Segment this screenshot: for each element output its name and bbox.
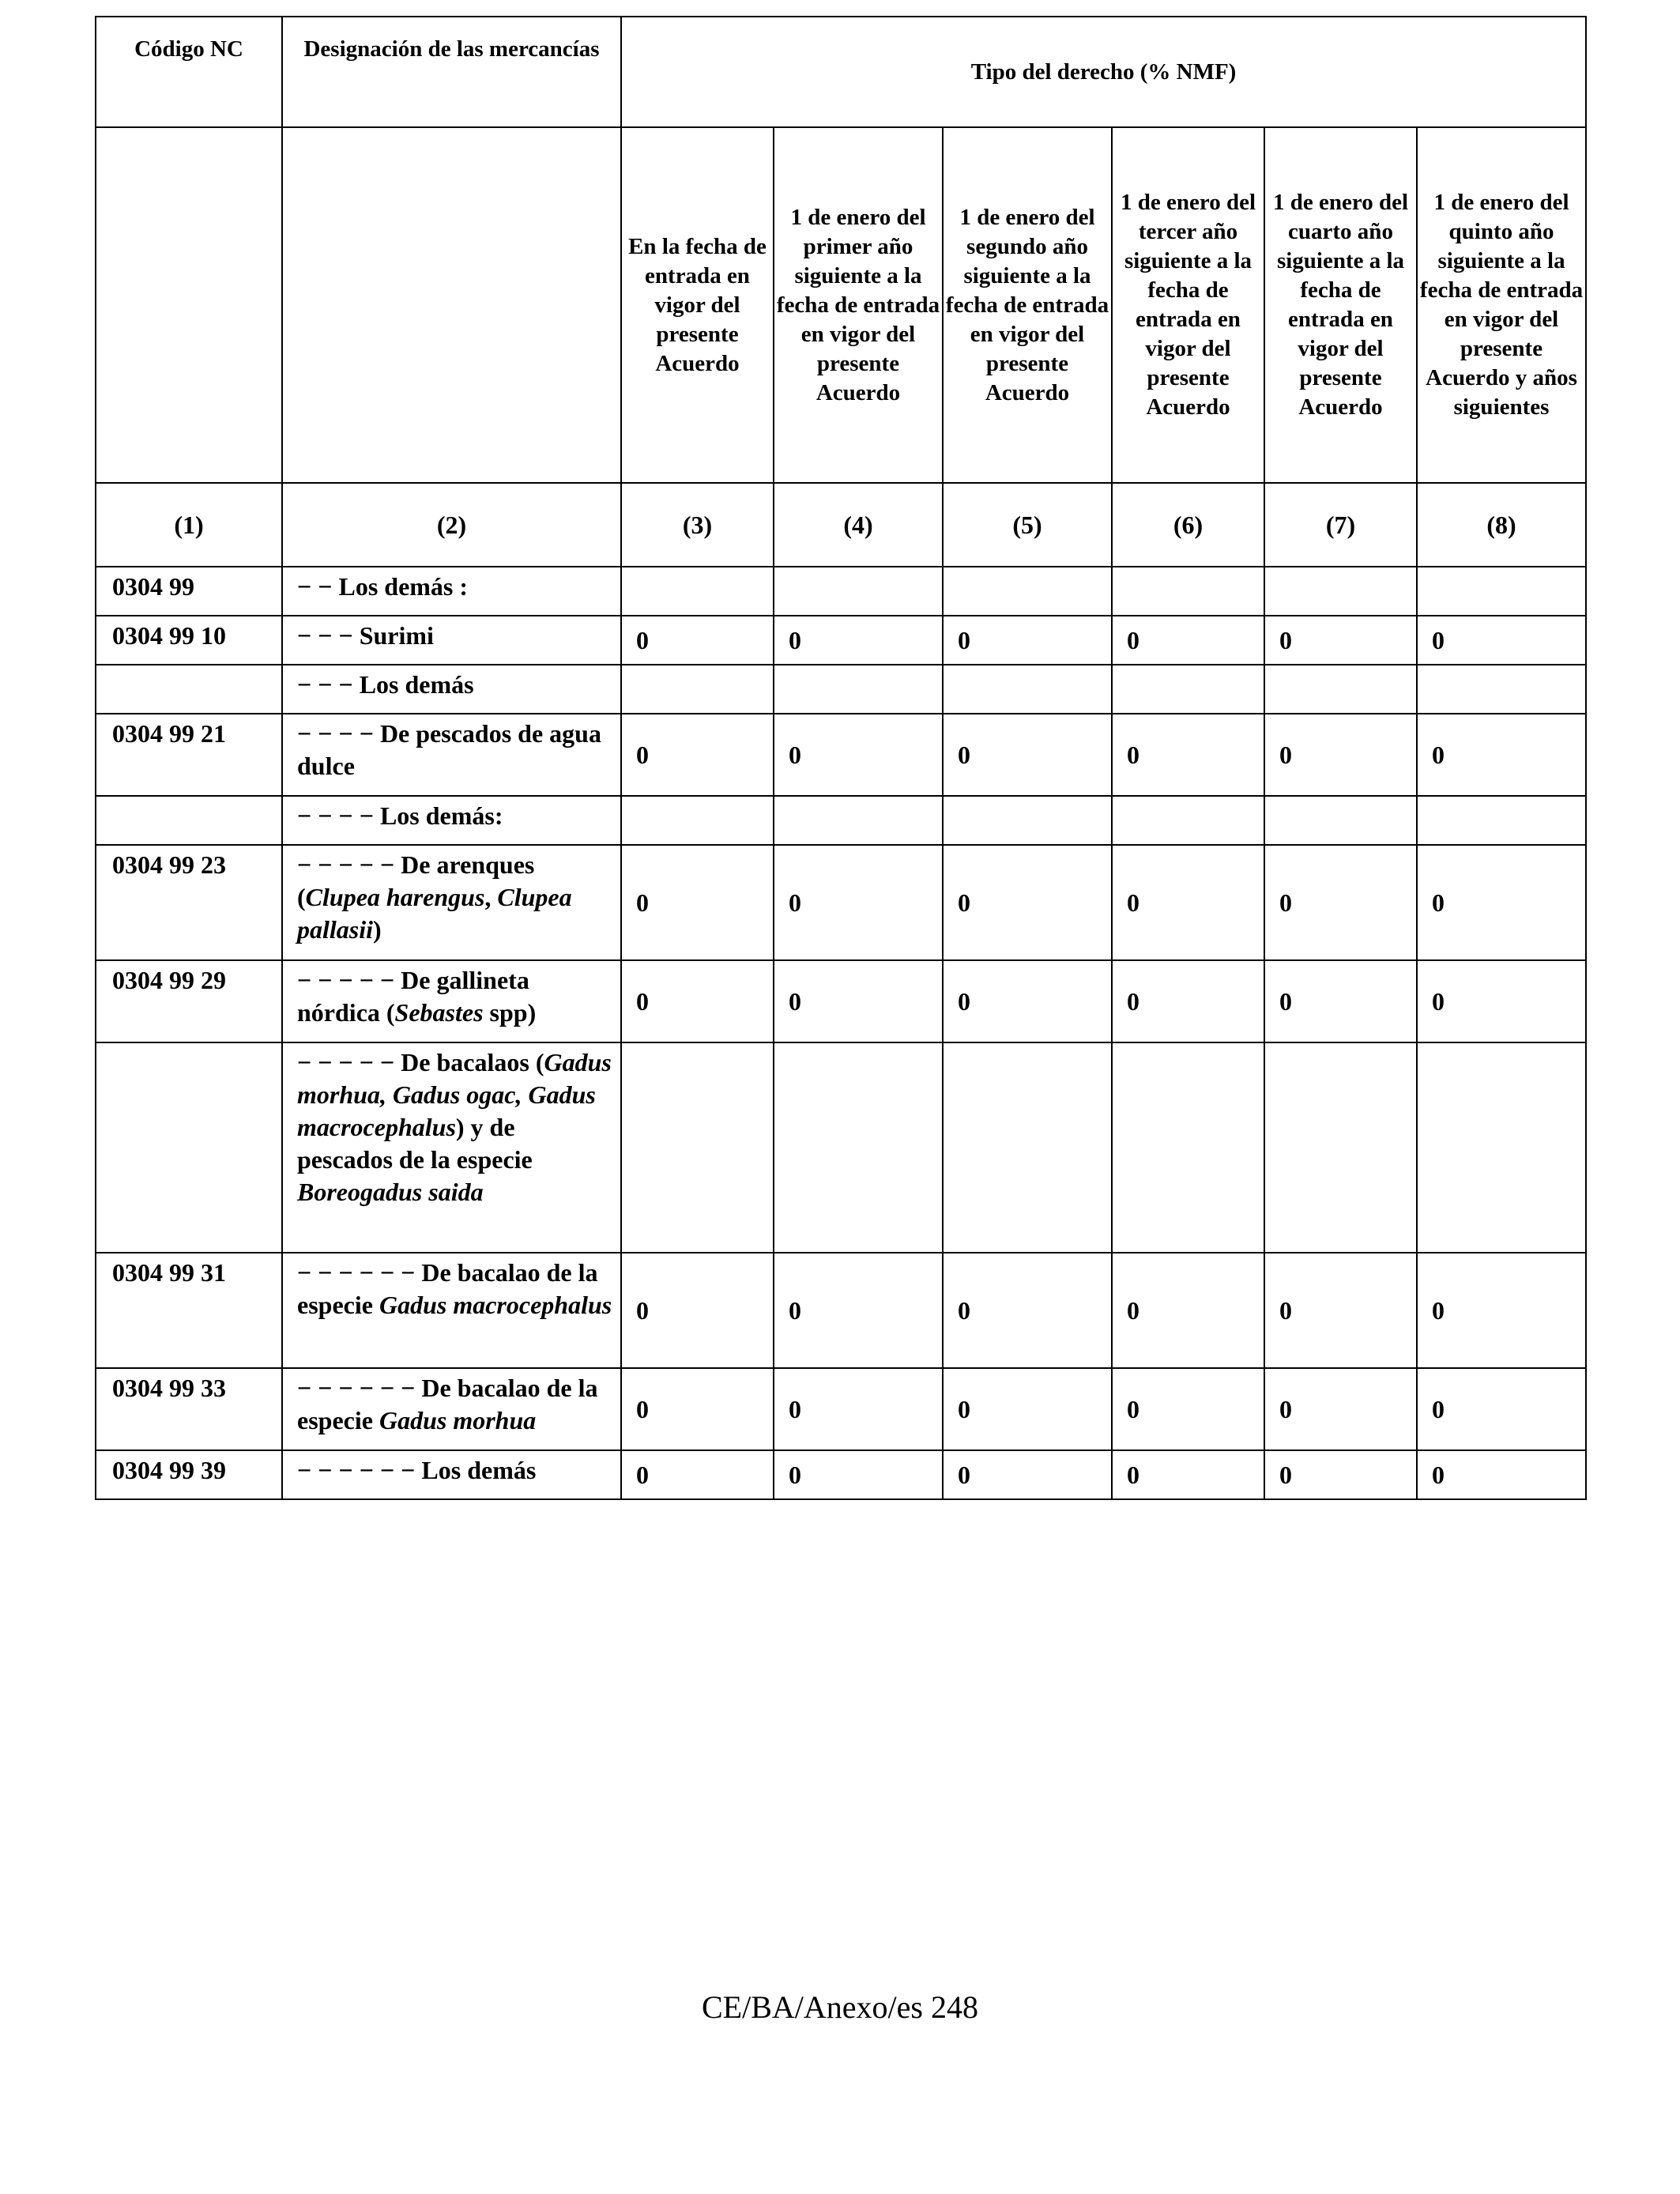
- designation-cell: [282, 567, 621, 616]
- table-row: [96, 796, 1586, 845]
- nc-code-cell: 0304 99 33: [96, 1368, 282, 1450]
- designation-text: spp): [483, 998, 537, 1027]
- designation-text: Boreogadus saida: [297, 1178, 484, 1206]
- column-number: (3): [621, 483, 774, 567]
- designation-text: Clupea harengus: [305, 883, 485, 911]
- duty-rate-cell: 0: [1264, 845, 1417, 960]
- designation-cell: [282, 665, 621, 714]
- designation-text: − − − − − − Los demás: [297, 1456, 537, 1484]
- table-row: [96, 567, 1586, 616]
- duty-rate-cell: 0: [943, 1450, 1112, 1499]
- nc-code-cell: 0304 99 39: [96, 1450, 282, 1499]
- empty-header-cell: [282, 127, 621, 483]
- duty-rate-cell: [1417, 796, 1586, 845]
- duty-rate-cell: 0: [1112, 714, 1264, 796]
- duty-rate-cell: [1264, 567, 1417, 616]
- stage-header: En la fecha de entrada en vigor del presente Acuerdo: [621, 127, 774, 483]
- designation-text: ,: [484, 883, 498, 911]
- designation-cell: [282, 1253, 621, 1368]
- designation-cell: [282, 845, 621, 960]
- table-row: [96, 616, 1586, 665]
- duty-rate-cell: 0: [943, 1253, 1112, 1368]
- designation-text: ) y de pescados de la especie: [297, 1113, 533, 1174]
- duty-rate-cell: 0: [943, 1368, 1112, 1450]
- duty-rate-cell: 0: [1417, 960, 1586, 1042]
- duty-rate-cell: 0: [1264, 714, 1417, 796]
- designation-text: − − − − De pescados de agua dulce: [297, 719, 601, 780]
- nc-code-cell: [96, 1042, 282, 1253]
- duty-rate-cell: [943, 567, 1112, 616]
- duty-rate-cell: [1264, 796, 1417, 845]
- duty-rate-cell: 0: [774, 1368, 943, 1450]
- table-row: [96, 1253, 1586, 1368]
- duty-rate-cell: [621, 1042, 774, 1253]
- designation-text: − − − − − − De bacalao de la especie: [297, 1374, 598, 1434]
- duty-rate-cell: [774, 665, 943, 714]
- duty-rate-cell: 0: [621, 1450, 774, 1499]
- duty-rate-cell: 0: [1112, 1253, 1264, 1368]
- duty-rate-cell: 0: [943, 714, 1112, 796]
- duty-rate-header: Tipo del derecho (% NMF): [621, 17, 1586, 127]
- duty-rate-cell: [621, 665, 774, 714]
- designation-text: − − − Surimi: [297, 621, 434, 650]
- table-row: [96, 960, 1586, 1042]
- header-row-column-numbers: [96, 483, 1586, 567]
- duty-rate-cell: 0: [1112, 616, 1264, 665]
- duty-rate-cell: 0: [1417, 714, 1586, 796]
- duty-rate-cell: 0: [1417, 845, 1586, 960]
- duty-rate-cell: 0: [1264, 1253, 1417, 1368]
- designation-cell: [282, 616, 621, 665]
- table-row: [96, 1368, 1586, 1450]
- designation-text: ): [373, 915, 382, 944]
- duty-rate-cell: 0: [1112, 845, 1264, 960]
- designation-text: Gadus macrocephalus: [379, 1291, 612, 1319]
- duty-rate-cell: 0: [1417, 616, 1586, 665]
- column-number: (7): [1264, 483, 1417, 567]
- page-footer: CE/BA/Anexo/es 248: [702, 1989, 978, 2025]
- duty-rate-cell: [1112, 665, 1264, 714]
- duty-rate-cell: 0: [621, 714, 774, 796]
- duty-rate-cell: 0: [774, 714, 943, 796]
- duty-rate-cell: [774, 796, 943, 845]
- duty-rate-cell: 0: [774, 616, 943, 665]
- column-number: (8): [1417, 483, 1586, 567]
- designation-text: − − − Los demás: [297, 670, 474, 699]
- duty-rate-cell: 0: [943, 845, 1112, 960]
- nc-code-cell: 0304 99 23: [96, 845, 282, 960]
- duty-rate-cell: 0: [774, 1450, 943, 1499]
- nc-code-cell: 0304 99 21: [96, 714, 282, 796]
- duty-rate-cell: 0: [774, 845, 943, 960]
- column-number: (4): [774, 483, 943, 567]
- duty-rate-cell: 0: [774, 1253, 943, 1368]
- designation-cell: [282, 714, 621, 796]
- header-row-top: [96, 17, 1586, 127]
- table-row: [96, 1042, 1586, 1253]
- designation-column-header: Designación de las mercancías: [282, 17, 621, 127]
- duty-rate-cell: [1417, 567, 1586, 616]
- designation-text: − − − − − De bacalaos (: [297, 1048, 544, 1076]
- duty-rate-cell: 0: [1112, 1368, 1264, 1450]
- stage-header: 1 de enero del tercer año siguiente a la fecha de entrada en vigor del presente Acuerdo: [1112, 127, 1264, 483]
- duty-rate-cell: [774, 1042, 943, 1253]
- designation-text: Sebastes: [394, 998, 484, 1027]
- duty-rate-cell: [1264, 1042, 1417, 1253]
- duty-rate-cell: [1112, 1042, 1264, 1253]
- duty-rate-cell: [621, 796, 774, 845]
- column-number: (2): [282, 483, 621, 567]
- duty-rate-cell: [1264, 665, 1417, 714]
- nc-code-cell: 0304 99 31: [96, 1253, 282, 1368]
- duty-rate-cell: 0: [1264, 1450, 1417, 1499]
- column-number: (1): [96, 483, 282, 567]
- duty-rate-cell: [1417, 1042, 1586, 1253]
- designation-cell: [282, 1042, 621, 1253]
- duty-rate-cell: 0: [774, 960, 943, 1042]
- duty-rate-cell: 0: [621, 845, 774, 960]
- duty-rate-cell: 0: [1417, 1450, 1586, 1499]
- duty-rate-cell: [774, 567, 943, 616]
- duty-rate-cell: 0: [621, 1253, 774, 1368]
- stage-header: 1 de enero del segundo año siguiente a la fecha de entrada en vigor del presente Acuerdo: [943, 127, 1112, 483]
- nc-code-cell: 0304 99: [96, 567, 282, 616]
- empty-header-cell: [96, 127, 282, 483]
- designation-cell: [282, 1450, 621, 1499]
- designation-text: − − − − − De gallineta nórdica (: [297, 966, 529, 1027]
- column-number: (5): [943, 483, 1112, 567]
- duty-rate-cell: 0: [943, 960, 1112, 1042]
- stage-header: 1 de enero del primer año siguiente a la fecha de entrada en vigor del presente Acuerdo: [774, 127, 943, 483]
- duty-rate-cell: 0: [1264, 1368, 1417, 1450]
- duty-rate-cell: 0: [621, 960, 774, 1042]
- designation-text: Gadus morhua: [379, 1406, 537, 1434]
- stage-header: 1 de enero del cuarto año siguiente a la fecha de entrada en vigor del presente Acuerdo: [1264, 127, 1417, 483]
- designation-text: − − − − − De arenques (: [297, 850, 535, 911]
- table-row: [96, 1450, 1586, 1499]
- duty-rate-cell: 0: [943, 616, 1112, 665]
- duty-rate-cell: 0: [1417, 1368, 1586, 1450]
- duty-rate-cell: [1112, 567, 1264, 616]
- nc-code-cell: 0304 99 10: [96, 616, 282, 665]
- tariff-body: [96, 567, 1586, 1499]
- nc-code-cell: 0304 99 29: [96, 960, 282, 1042]
- designation-text: − − − − − − De bacalao de la especie: [297, 1258, 598, 1319]
- duty-rate-cell: 0: [621, 1368, 774, 1450]
- designation-text: Clupea pallasii: [297, 883, 572, 944]
- duty-rate-cell: 0: [1112, 960, 1264, 1042]
- duty-rate-cell: [943, 665, 1112, 714]
- designation-text: − − − − Los demás:: [297, 801, 503, 830]
- designation-cell: [282, 796, 621, 845]
- duty-rate-cell: 0: [1417, 1253, 1586, 1368]
- duty-rate-cell: [1417, 665, 1586, 714]
- nc-code-cell: [96, 665, 282, 714]
- column-number: (6): [1112, 483, 1264, 567]
- duty-rate-cell: 0: [621, 616, 774, 665]
- designation-text: − − Los demás :: [297, 572, 469, 601]
- duty-rate-cell: [943, 1042, 1112, 1253]
- duty-rate-cell: 0: [1264, 616, 1417, 665]
- designation-cell: [282, 1368, 621, 1450]
- nc-code-cell: [96, 796, 282, 845]
- duty-rate-cell: 0: [1112, 1450, 1264, 1499]
- table-row: [96, 845, 1586, 960]
- duty-rate-cell: [621, 567, 774, 616]
- header-row-stages: [96, 127, 1586, 483]
- duty-rate-cell: [943, 796, 1112, 845]
- stage-header: 1 de enero del quinto año siguiente a la fecha de entrada en vigor del presente Acuerdo y años siguientes: [1417, 127, 1586, 483]
- designation-cell: [282, 960, 621, 1042]
- code-column-header: Código NC: [96, 17, 282, 127]
- designation-text: Gadus morhua, Gadus ogac, Gadus macrocephalus: [297, 1048, 612, 1141]
- table-row: [96, 714, 1586, 796]
- table-row: [96, 665, 1586, 714]
- duty-rate-cell: [1112, 796, 1264, 845]
- tariff-table: [95, 16, 1587, 1500]
- duty-rate-cell: 0: [1264, 960, 1417, 1042]
